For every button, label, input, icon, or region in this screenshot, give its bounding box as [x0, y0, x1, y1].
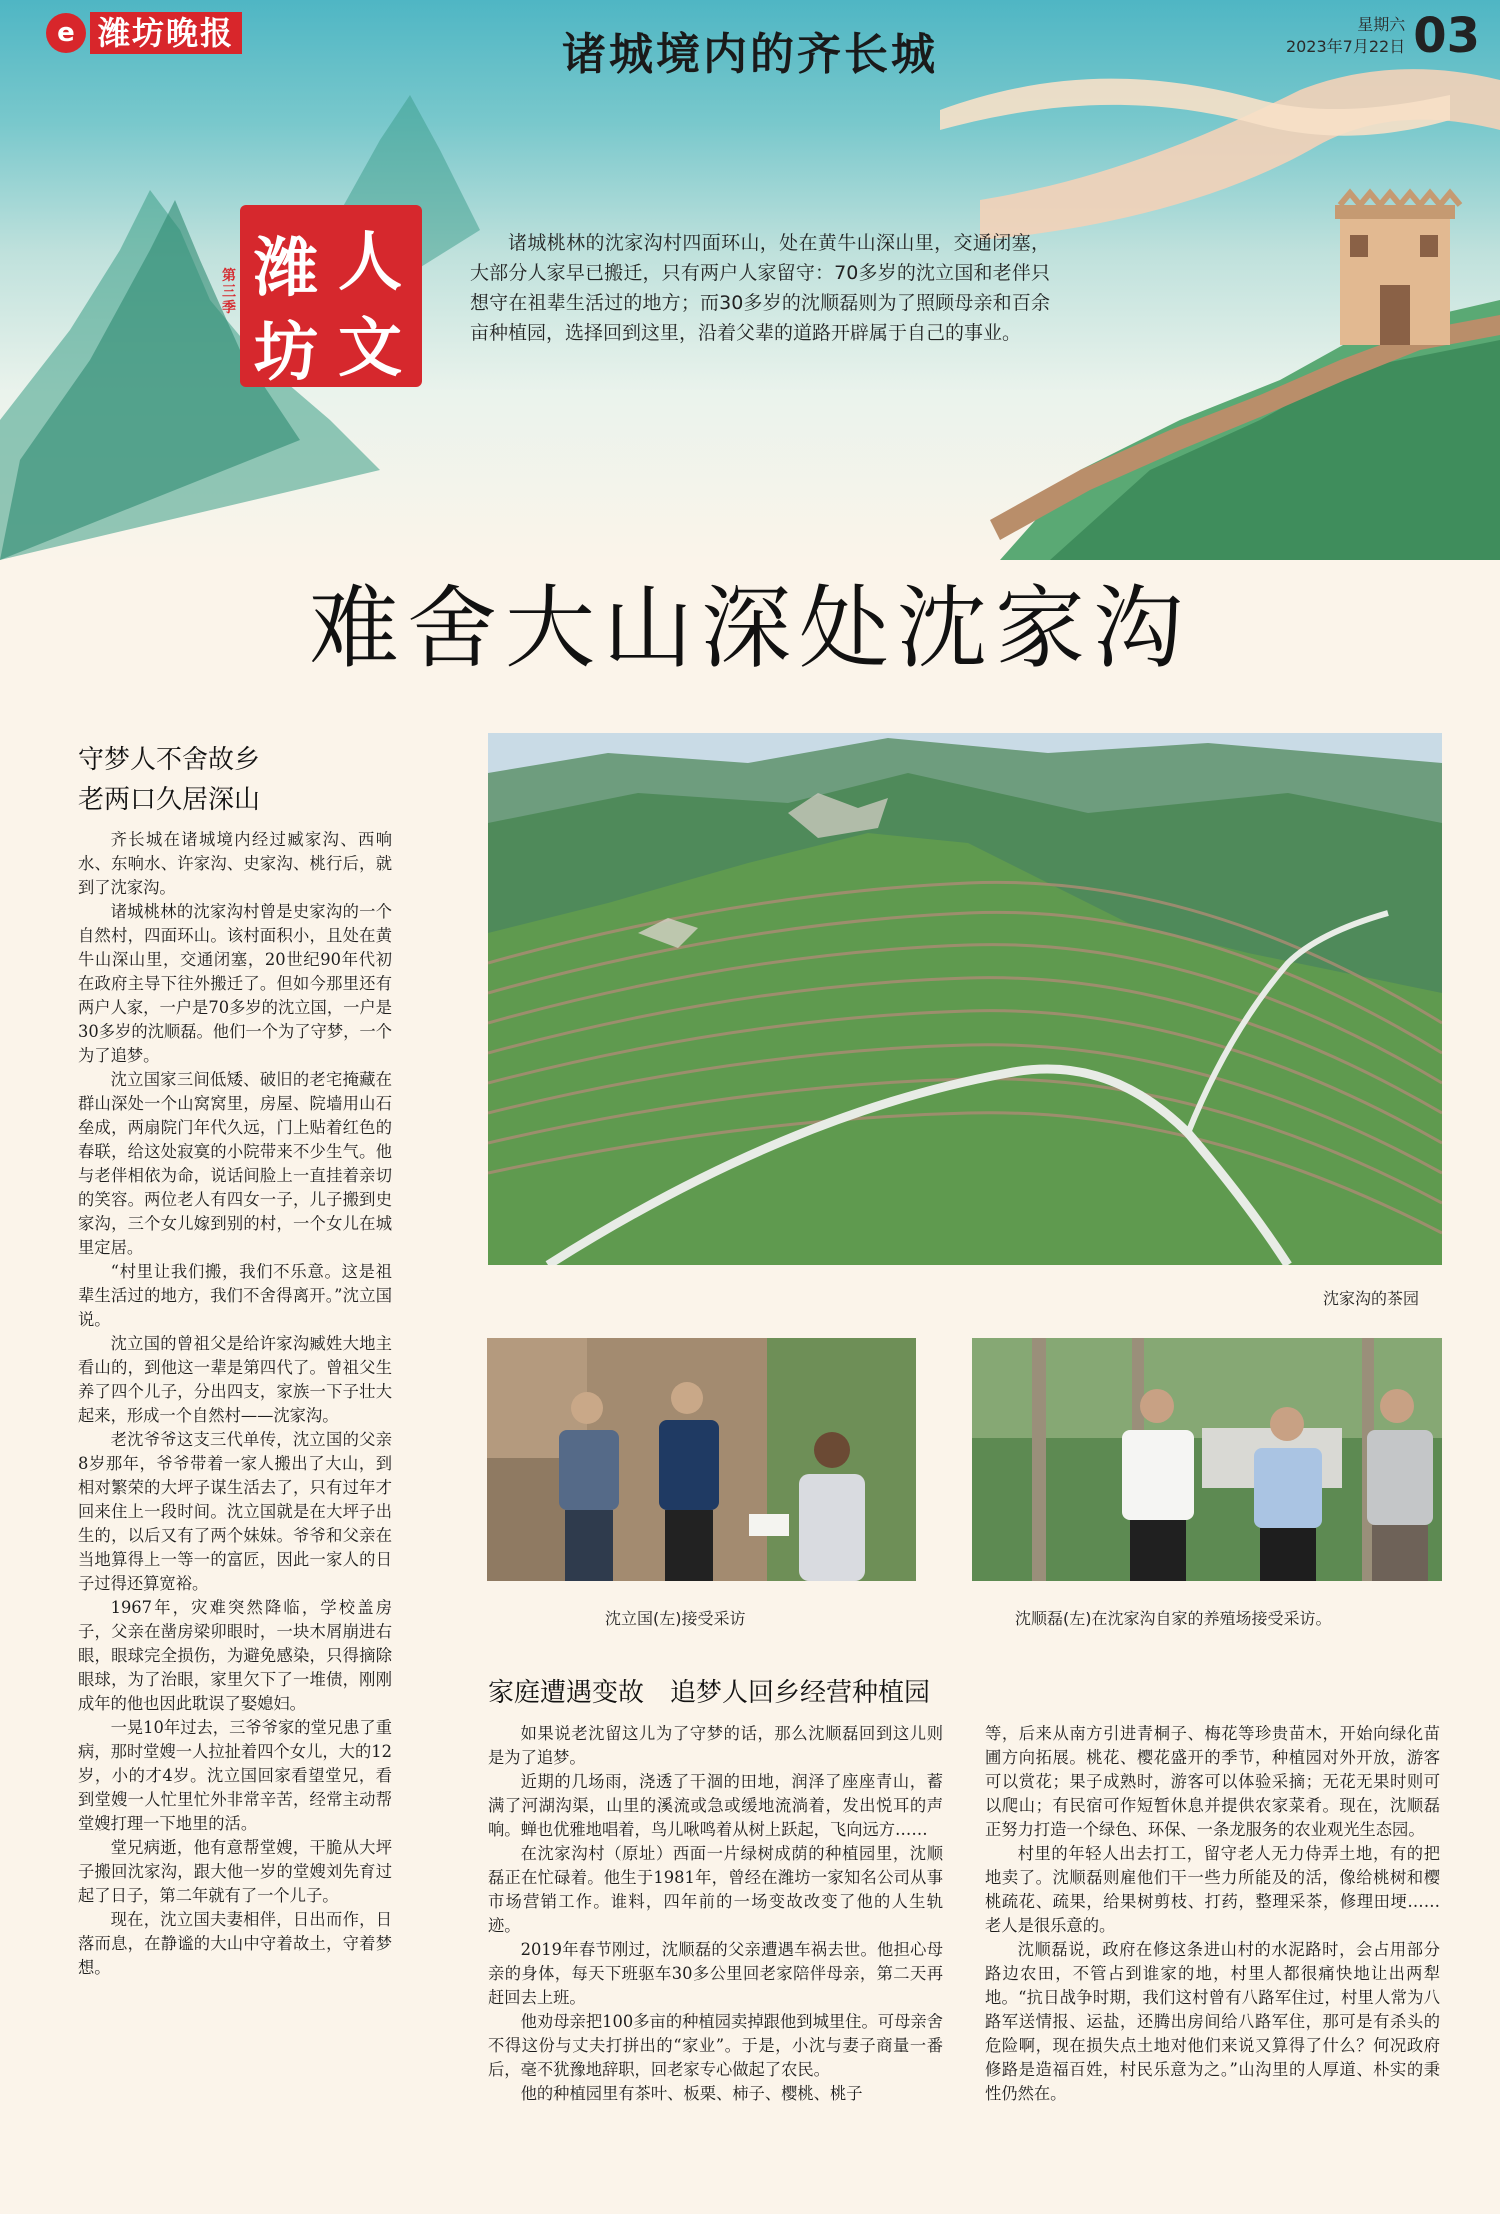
paragraph: 村里的年轻人出去打工，留守老人无力侍弄土地，有的把地卖了。沈顺磊则雇他们干一些力所能及的活，像给桃树和樱桃疏花、疏果，给果树剪枝、打药，整理采茶，修理田埂……老人是很乐意的。: [985, 1844, 1440, 1935]
paragraph: 齐长城在诸城境内经过臧家沟、西响水、东响水、许家沟、史家沟、桃行后，就到了沈家沟。: [78, 830, 392, 897]
paragraph: 如果说老沈留这儿为了守梦的话，那么沈顺磊回到这儿则是为了追梦。: [488, 1724, 943, 1767]
section1-title-line: 老两口久居深山: [78, 785, 261, 815]
seal-side-text: 第三季: [222, 268, 236, 316]
section-seal: [240, 205, 422, 390]
paragraph: 等，后来从南方引进青桐子、梅花等珍贵苗木，开始向绿化苗圃方向拓展。桃花、樱花盛开的季节，种植园对外开放，游客可以赏花；果子成熟时，游客可以体验采摘；无花无果时则可以爬山；有民宿可作短暂休息并提供农家菜肴。现在，沈顺磊正努力打造一个绿色、环保、一条龙服务的农业观光生态园。: [985, 1724, 1440, 1839]
paper-name: 潍坊晚报: [90, 12, 242, 54]
section2-column-a: [488, 1722, 943, 2106]
section2-column-b: [985, 1722, 1440, 2106]
paragraph: 沈顺磊说，政府在修这条进山村的水泥路时，会占用部分路边农田，不管占到谁家的地，村里人都很痛快地让出两犁地。“抗日战争时期，我们这村曾有八路军住过，村里人常为八路军送情报、运盐，还腾出房间给八路军住，那可是有杀头的危险啊，现在损失点土地对他们来说又算得了什么？何况政府修路是造福百姓，村民乐意为之。”山沟里的人厚道、朴实的秉性仍然在。: [985, 1940, 1440, 2103]
paragraph: “村里让我们搬，我们不乐意。这是祖辈生活过的地方，我们不舍得离开。”沈立国说。: [78, 1262, 392, 1329]
seal-char: 潍: [254, 231, 318, 306]
paragraph: 诸城桃林的沈家沟村曾是史家沟的一个自然村，四面环山。该村面积小，且处在黄牛山深山里，交通闭塞，20世纪90年代初在政府主导下往外搬迁了。但如今那里还有两户人家，一户是70多岁的沈立国，一户是30多岁的沈顺磊。他们一个为了守梦，一个为了追梦。: [78, 902, 392, 1065]
column-title: 诸城境内的齐长城: [562, 29, 938, 80]
section2-title: 家庭遭遇变故 追梦人回乡经营种植园: [488, 1678, 931, 1708]
paragraph: 他劝母亲把100多亩的种植园卖掉跟他到城里住。可母亲舍不得这份与丈夫打拼出的“家业”。于是，小沈与妻子商量一番后，毫不犹豫地辞职，回老家专心做起了农民。: [488, 2012, 943, 2079]
paragraph: 沈立国家三间低矮、破旧的老宅掩藏在群山深处一个山窝窝里，房屋、院墙用山石垒成，两扇院门年代久远，门上贴着红色的春联，给这处寂寞的小院带来不少生气。他与老伴相依为命，说话间脸上一直挂着亲切的笑容。两位老人有四女一子，儿子搬到史家沟，三个女儿嫁到别的村，一个女儿在城里定居。: [78, 1070, 392, 1257]
paragraph: 堂兄病逝，他有意帮堂嫂，干脆从大坪子搬回沈家沟，跟大他一岁的堂嫂刘先育过起了日子，第二年就有了一个儿子。: [78, 1838, 392, 1905]
header-artwork: [0, 0, 1500, 560]
headline: 难舍大山深处沈家沟: [309, 576, 1191, 681]
tea-garden-photo: [488, 733, 1442, 1265]
paragraph: 近期的几场雨，浇透了干涸的田地，润泽了座座青山，蓄满了河湖沟渠，山里的溪流或急或缓地流淌着，发出悦耳的声响。蝉也优雅地唱着，鸟儿啾鸣着从树上跃起，飞向远方……: [488, 1772, 943, 1839]
lead-paragraph: 诸城桃林的沈家沟村四面环山，处在黄牛山深山里，交通闭塞，大部分人家早已搬迁，只有两户人家留守：70多岁的沈立国和老伴只想守在祖辈生活过的地方；而30多岁的沈顺磊则为了照顾母亲和百余亩种植园，选择回到这里，沿着父辈的道路开辟属于自己的事业。: [470, 232, 1050, 344]
right-photo-caption: 沈顺磊(左)在沈家沟自家的养殖场接受采访。: [1015, 1609, 1332, 1628]
section1-title-line: 守梦人不舍故乡: [78, 745, 261, 775]
paragraph: 一晃10年过去，三爷爷家的堂兄患了重病，那时堂嫂一人拉扯着四个女儿，大的12岁，小的才4岁。沈立国回家看望堂兄，看到堂嫂一人忙里忙外非常辛苦，经常主动帮堂嫂打理一下地里的活。: [78, 1718, 392, 1833]
paragraph: 现在，沈立国夫妻相伴，日出而作，日落而息，在静谧的大山中守着故土，守着梦想。: [78, 1910, 392, 1977]
main-photo-caption: 沈家沟的茶园: [1323, 1289, 1420, 1308]
paragraph: 沈立国的曾祖父是给许家沟臧姓大地主看山的，到他这一辈是第四代了。曾祖父生养了四个儿子，分出四支，家族一下子壮大起来，形成一个自然村——沈家沟。: [78, 1334, 392, 1425]
paragraph: 老沈爷爷这支三代单传，沈立国的父亲8岁那年，爷爷带着一家人搬出了大山，到相对繁荣的大坪子谋生活去了，只有过年才回来住上一段时间。沈立国就是在大坪子出生的，以后又有了两个妹妹。爷爷和父亲在当地算得上一等一的富匠，因此一家人的日子过得还算宽裕。: [78, 1430, 392, 1593]
left-photo-caption: 沈立国(左)接受采访: [605, 1609, 746, 1628]
interview-photo-right: [972, 1338, 1442, 1581]
seal-char: 人: [338, 225, 402, 300]
paragraph: 1967年，灾难突然降临，学校盖房子，父亲在凿房梁卯眼时，一块木屑崩进右眼，眼球完全损伤，为避免感染，只得摘除眼球，为了治眼，家里欠下了一堆债，刚刚成年的他也因此耽误了娶媳妇。: [78, 1598, 392, 1713]
paragraph: 他的种植园里有茶叶、板栗、柿子、樱桃、桃子: [520, 2084, 863, 2103]
logo-mark-icon: e: [46, 13, 86, 53]
seal-char: 文: [338, 311, 402, 386]
issue-date: 2023年7月22日: [1285, 37, 1406, 56]
seal-char: 坊: [254, 315, 318, 390]
section1-title: [78, 740, 392, 820]
weekday: 星期六: [1357, 15, 1406, 34]
date-block: [1286, 10, 1480, 62]
section1-column: [78, 740, 392, 1980]
paragraph: 在沈家沟村（原址）西面一片绿树成荫的种植园里，沈顺磊正在忙碌着。他生于1981年，曾经在潍坊一家知名公司从事市场营销工作。谁料，四年前的一场变故改变了他的人生轨迹。: [488, 1844, 943, 1935]
interview-photo-left: [487, 1338, 916, 1581]
page-number: 03: [1413, 8, 1480, 64]
paragraph: 2019年春节刚过，沈顺磊的父亲遭遇车祸去世。他担心母亲的身体，每天下班驱车30多公里回老家陪伴母亲，第二天再赶回去上班。: [488, 1940, 943, 2007]
